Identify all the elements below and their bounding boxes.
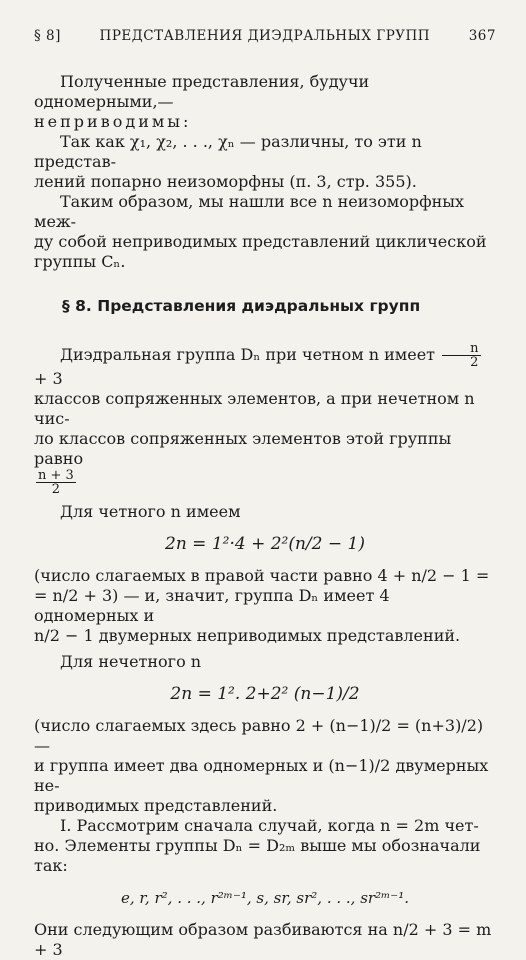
- fraction-numerator: n + 3: [38, 468, 74, 483]
- header-section-ref: § 8]: [34, 28, 61, 44]
- paragraph: Так как χ₁, χ₂, . . ., χₙ — различны, то эти n представ-: [34, 132, 422, 171]
- fraction-denominator: 2: [470, 355, 479, 370]
- paragraph-line: [34, 469, 496, 496]
- paragraph-line: (число слагаемых в правой части равно 4 + n/2 − 1 =: [34, 566, 490, 585]
- paragraph-line: классов сопряженных элементов, а при нечетном n чис-: [34, 389, 475, 428]
- paragraph-line: приводимых представлений.: [34, 796, 278, 815]
- fraction: [442, 342, 480, 369]
- paragraph: Таким образом, мы нашли все n неизоморфных меж-: [34, 192, 465, 231]
- equation: e, r, r², . . ., r²ᵐ⁻¹, s, sr, sr², . . ., sr²ᵐ⁻¹.: [121, 889, 409, 907]
- equation: 2n = 1²·4 + 2²(n/2 − 1): [165, 534, 365, 554]
- paragraph: Для четного n имеем: [60, 502, 241, 521]
- paragraph-line: лений попарно неизоморфны (п. 3, стр. 355).: [34, 172, 417, 191]
- page-number: 367: [468, 28, 496, 44]
- paragraph: Полученные представления, будучи одномерными,—: [34, 72, 370, 111]
- paragraph-line: ло классов сопряженных элементов этой группы равно: [34, 429, 452, 468]
- paragraph-text: + 3: [34, 369, 63, 388]
- fraction-denominator: 2: [51, 482, 61, 497]
- paragraph-line: n/2 − 1 двумерных неприводимых представлений.: [34, 626, 461, 645]
- paragraph-line: неприводимы:: [34, 112, 192, 131]
- paragraph-line: и группа имеет два одномерных и (n−1)/2 двумерных не-: [34, 756, 489, 795]
- paragraph-line: ду собой неприводимых представлений циклической: [34, 232, 487, 251]
- header-title: ПРЕДСТАВЛЕНИЯ ДИЭДРАЛЬНЫХ ГРУПП: [99, 28, 431, 44]
- page-body: [34, 72, 496, 960]
- paragraph-line: но. Элементы группы Dₙ = D₂ₘ выше мы обозначали: [34, 836, 481, 855]
- section-heading: § 8. Представления диэдральных групп: [62, 297, 421, 315]
- paragraph: [34, 342, 496, 389]
- fraction-numerator: n: [442, 342, 480, 356]
- running-header: [34, 28, 496, 44]
- paragraph-line: группы Cₙ.: [34, 252, 126, 271]
- paragraph: Они следующим образом разбиваются на n/2 + 3 = m + 3: [34, 920, 492, 959]
- paragraph-line: (число слагаемых здесь равно 2 + (n−1)/2 = (n+3)/2) —: [34, 716, 484, 755]
- fraction: [36, 469, 76, 496]
- paragraph-line: так:: [34, 856, 68, 875]
- paragraph: Для нечетного n: [60, 652, 202, 671]
- paragraph: I. Рассмотрим сначала случай, когда n = 2m чет-: [60, 816, 479, 835]
- equation: 2n = 1². 2+2² (n−1)/2: [170, 684, 360, 704]
- paragraph-text: Диэдральная группа Dₙ при четном n имеет: [60, 345, 436, 364]
- paragraph-line: = n/2 + 3) — и, значит, группа Dₙ имеет 4 одномерных и: [34, 586, 390, 625]
